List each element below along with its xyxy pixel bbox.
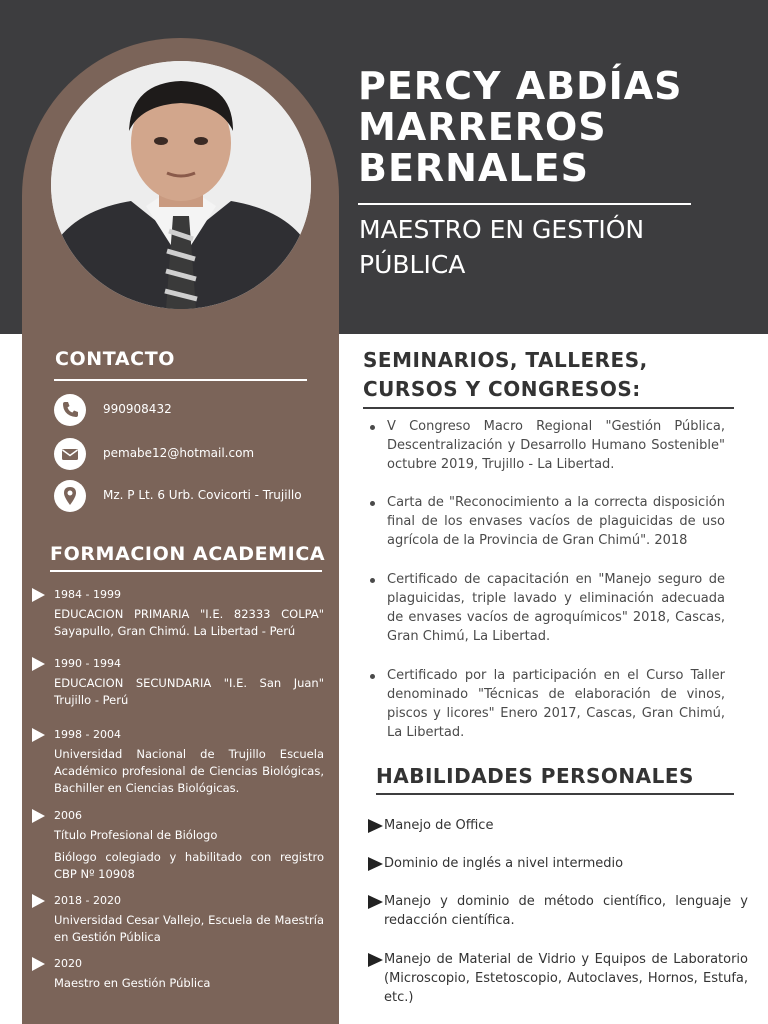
subtitle-line: PÚBLICA	[359, 250, 466, 279]
address-text: Mz. P Lt. 6 Urb. Covicorti - Trujillo	[103, 488, 302, 502]
education-desc: Universidad Nacional de Trujillo Escuela Académico profesional de Ciencias Biológicas, Bachiller en Ciencias Biológicas.	[54, 747, 324, 795]
subtitle-line: MAESTRO EN GESTIÓN	[359, 215, 645, 244]
phone-text: 990908432	[103, 402, 172, 416]
education-years: 1990 - 1994	[54, 657, 121, 670]
education-years: 2018 - 2020	[54, 894, 121, 907]
education-desc: Título Profesional de Biólogo	[54, 828, 218, 842]
bullet-icon	[370, 425, 375, 430]
title-divider	[358, 203, 691, 205]
education-desc: EDUCACION SECUNDARIA "I.E. San Juan" Trujillo - Perú	[54, 676, 324, 707]
education-years: 2020	[54, 957, 82, 970]
arrow-icon	[368, 857, 383, 871]
person-name	[358, 66, 758, 189]
skills-divider	[376, 793, 734, 795]
arrow-icon	[32, 809, 45, 823]
profile-photo	[51, 61, 311, 309]
location-pin-icon	[54, 480, 86, 512]
arrow-icon	[32, 728, 45, 742]
seminars-heading	[363, 346, 648, 404]
name-line: PERCY ABDÍAS	[358, 64, 683, 108]
arrow-icon	[32, 957, 45, 971]
seminar-text: Certificado de capacitación en "Manejo seguro de plaguicidas, triple lavado y eliminación adecuada de envases vacíos de agroquímicos" 2018, Cascas, Gran Chimú, La Libertad.	[387, 572, 725, 644]
seminars-heading-line: CURSOS Y CONGRESOS:	[363, 377, 641, 401]
arrow-icon	[368, 895, 383, 909]
education-years: 2006	[54, 809, 82, 822]
arrow-icon	[368, 953, 383, 967]
arrow-icon	[32, 657, 45, 671]
arrow-icon	[32, 894, 45, 908]
contact-phone	[54, 394, 324, 428]
email-text[interactable]: pemabe12@hotmail.com	[103, 446, 255, 460]
skill-text: Manejo y dominio de método científico, lenguaje y redacción científica.	[384, 894, 748, 928]
seminars-divider	[363, 407, 734, 409]
seminar-text: Certificado por la participación en el Curso Taller denominado "Técnicas de elaboración de vinos, piscos y licores" Enero 2017, Cascas, Gran Chimú, La Libertad.	[387, 668, 725, 740]
arrow-icon	[368, 819, 383, 833]
contact-divider	[54, 379, 307, 381]
education-desc: Maestro en Gestión Pública	[54, 976, 211, 990]
bullet-icon	[370, 578, 375, 583]
skill-text: Dominio de inglés a nivel intermedio	[384, 856, 624, 871]
education-heading: FORMACION ACADEMICA	[50, 543, 326, 565]
seminar-text: V Congreso Macro Regional "Gestión Pública, Descentralización y Desarrollo Humano Sostenible" octubre 2019, Trujillo - La Libertad.	[387, 419, 725, 472]
seminars-heading-line: SEMINARIOS, TALLERES,	[363, 348, 648, 372]
contact-address	[54, 480, 324, 514]
skills-heading: HABILIDADES PERSONALES	[376, 764, 694, 788]
seminar-text: Carta de "Reconocimiento a la correcta disposición final de los envases vacíos de plaguicidas de uso agrícola de la Provincia de Gran Chimú". 2018	[387, 495, 725, 548]
phone-icon	[54, 394, 86, 426]
arrow-icon	[32, 588, 45, 602]
bullet-icon	[370, 501, 375, 506]
education-desc: EDUCACION PRIMARIA "I.E. 82333 COLPA" Sayapullo, Gran Chimú. La Libertad - Perú	[54, 607, 324, 638]
contact-heading: CONTACTO	[55, 348, 176, 370]
bullet-icon	[370, 674, 375, 679]
contact-email	[54, 438, 324, 472]
education-desc: Universidad Cesar Vallejo, Escuela de Maestría en Gestión Pública	[54, 913, 324, 944]
name-line: MARREROS	[358, 105, 607, 149]
name-line: BERNALES	[358, 146, 589, 190]
education-divider	[50, 570, 322, 572]
education-years: 1984 - 1999	[54, 588, 121, 601]
skill-text: Manejo de Office	[384, 818, 494, 833]
email-icon	[54, 438, 86, 470]
education-desc-extra: Biólogo colegiado y habilitado con registro CBP Nº 10908	[54, 850, 324, 881]
skill-text: Manejo de Material de Vidrio y Equipos de Laboratorio (Microscopio, Estetoscopio, Autoclaves, Hornos, Estufa, etc.)	[384, 952, 748, 1005]
education-years: 1998 - 2004	[54, 728, 121, 741]
professional-title	[359, 212, 719, 282]
